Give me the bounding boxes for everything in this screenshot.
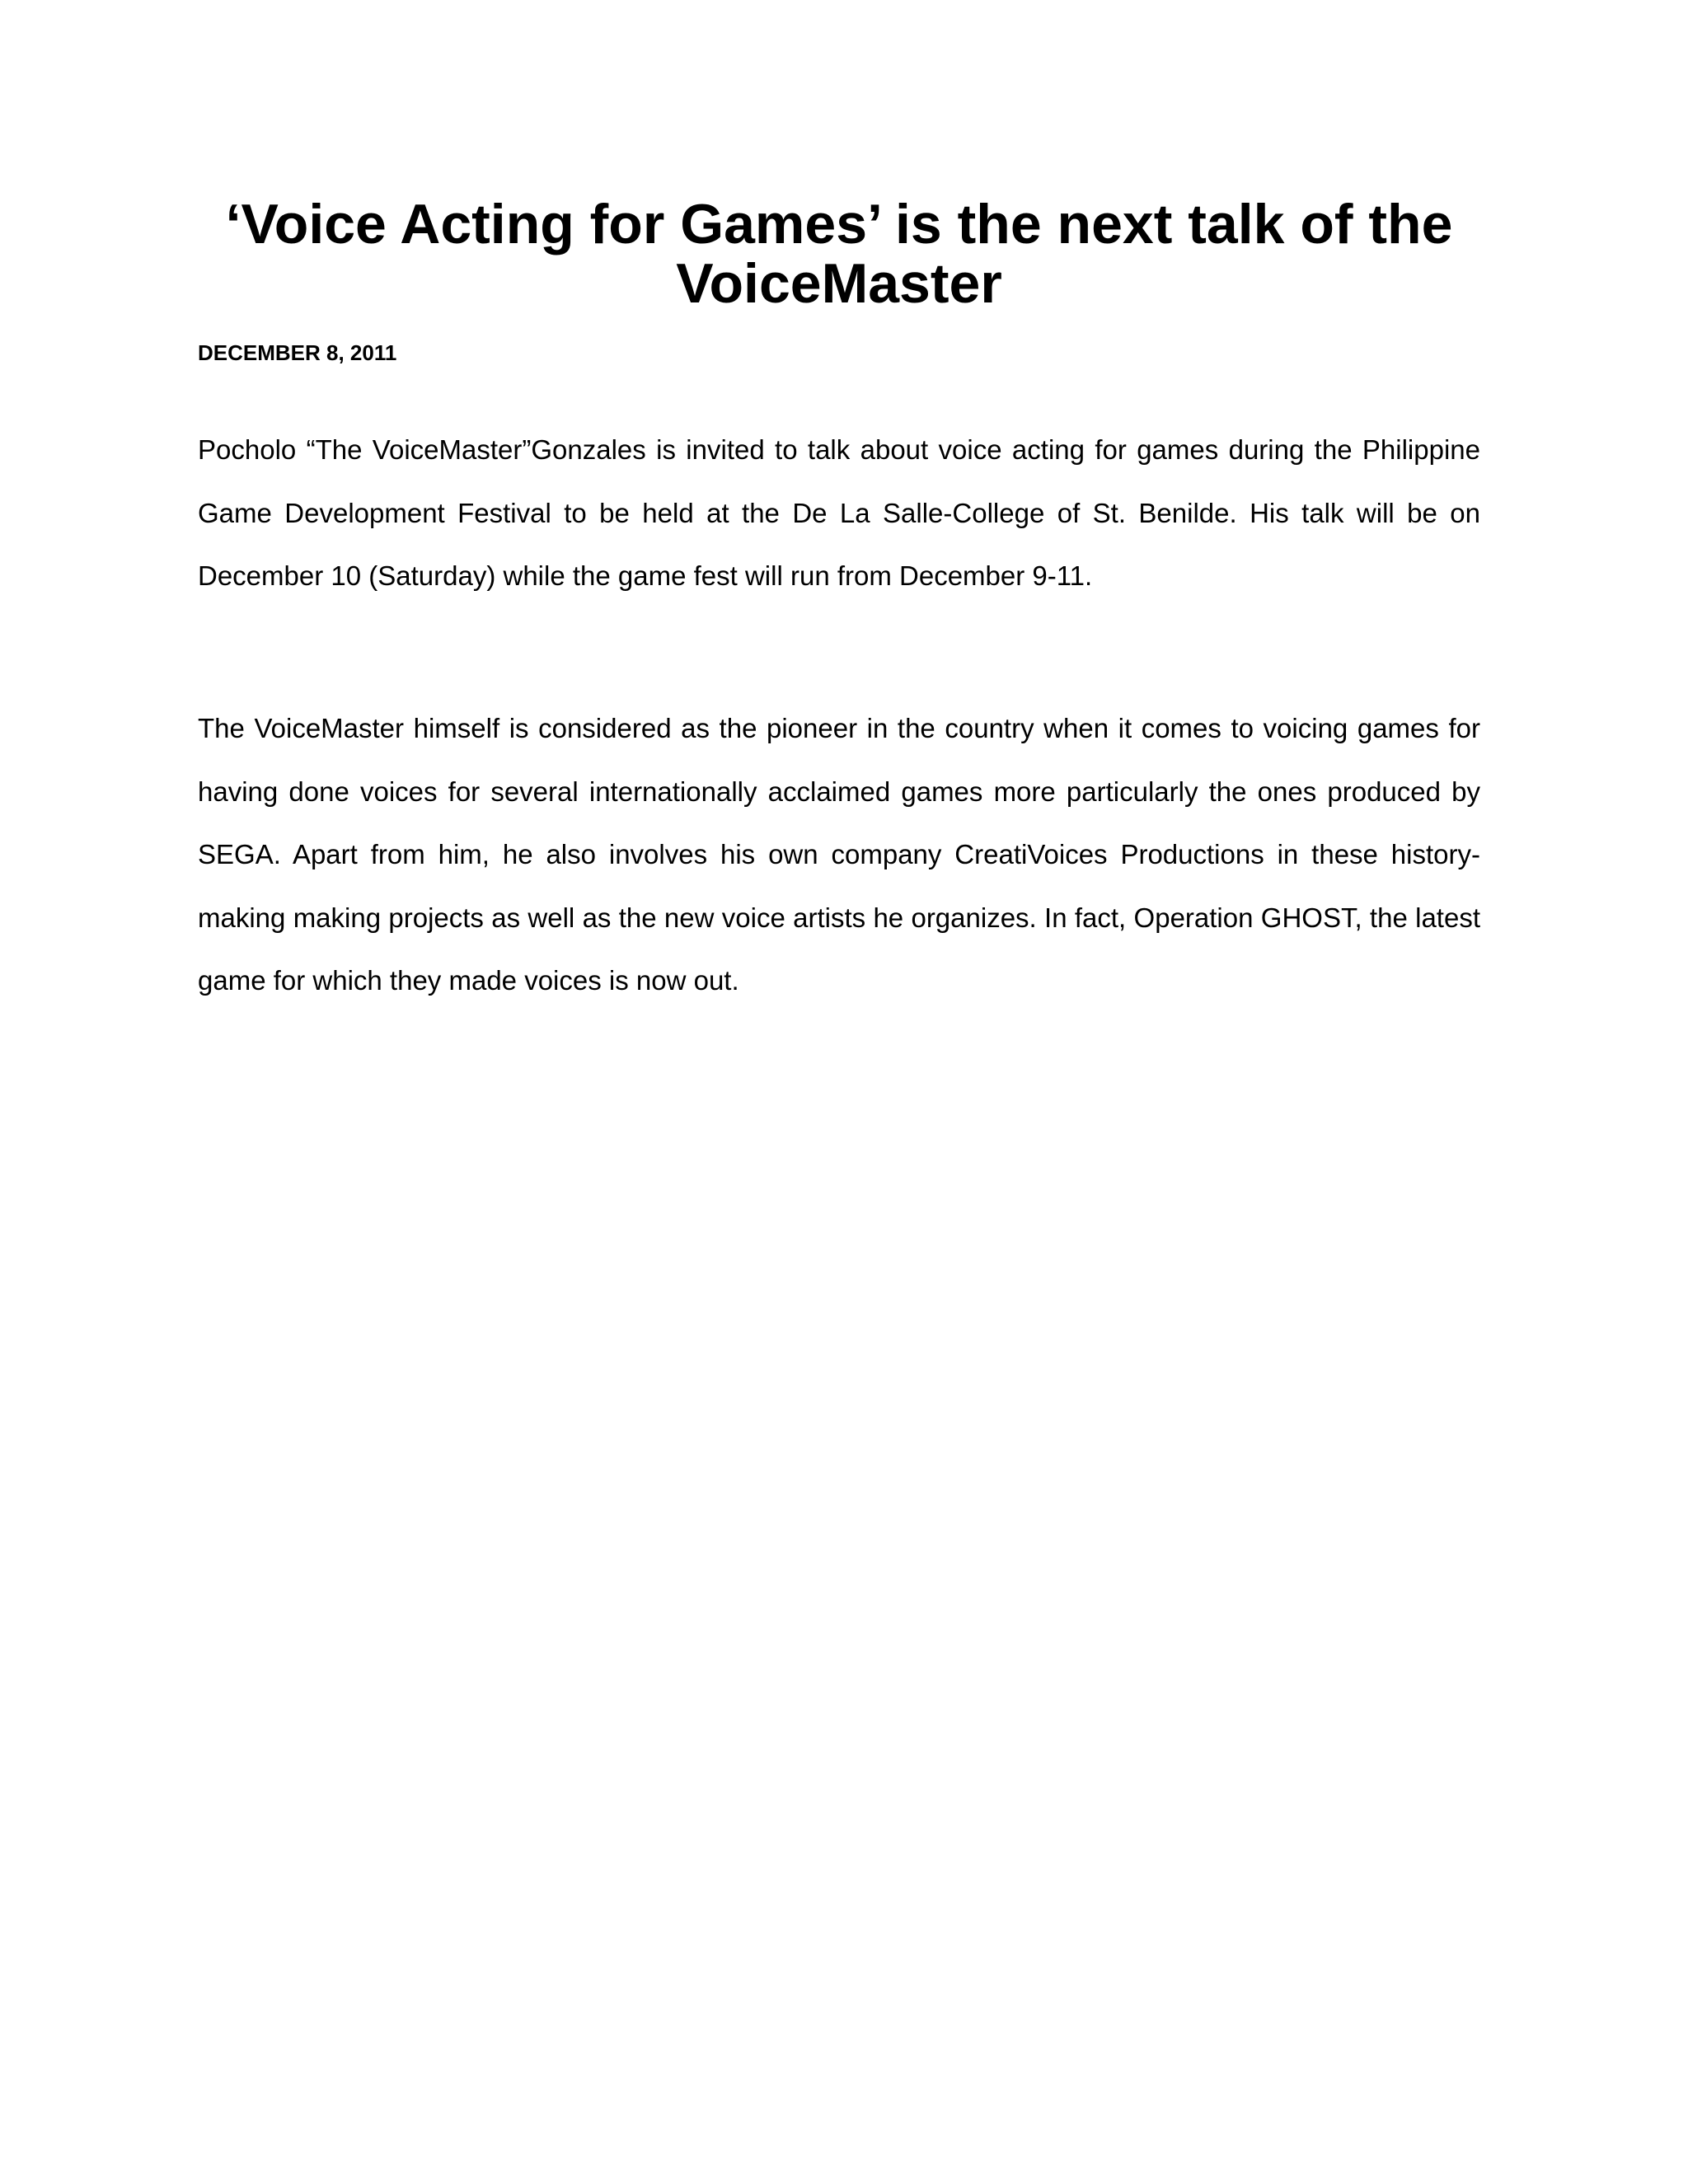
article-title: ‘Voice Acting for Games’ is the next talk of the VoiceMaster [225, 193, 1453, 315]
paragraph-1: Pocholo “The VoiceMaster”Gonzales is invited to talk about voice acting for games during the Philippine Game Development Festival to be held at the De La Salle-College of St. Benilde. His talk will be on December 10 (Saturday) while the game fest will run from December 9-11. [198, 434, 1480, 591]
document-page [198, 0, 1480, 2184]
paragraph-2: The VoiceMaster himself is considered as the pioneer in the country when it comes to voicing games for having done voices for several internationally acclaimed games more particularly the ones produced by SEGA. Apart from him, he also involves his own company CreatiVoices Productions in these history-making making projects as well as the new voice artists he organizes. In fact, Operation GHOST, the latest game for which they made voices is now out. [198, 713, 1480, 996]
article-date: DECEMBER 8, 2011 [198, 340, 397, 365]
